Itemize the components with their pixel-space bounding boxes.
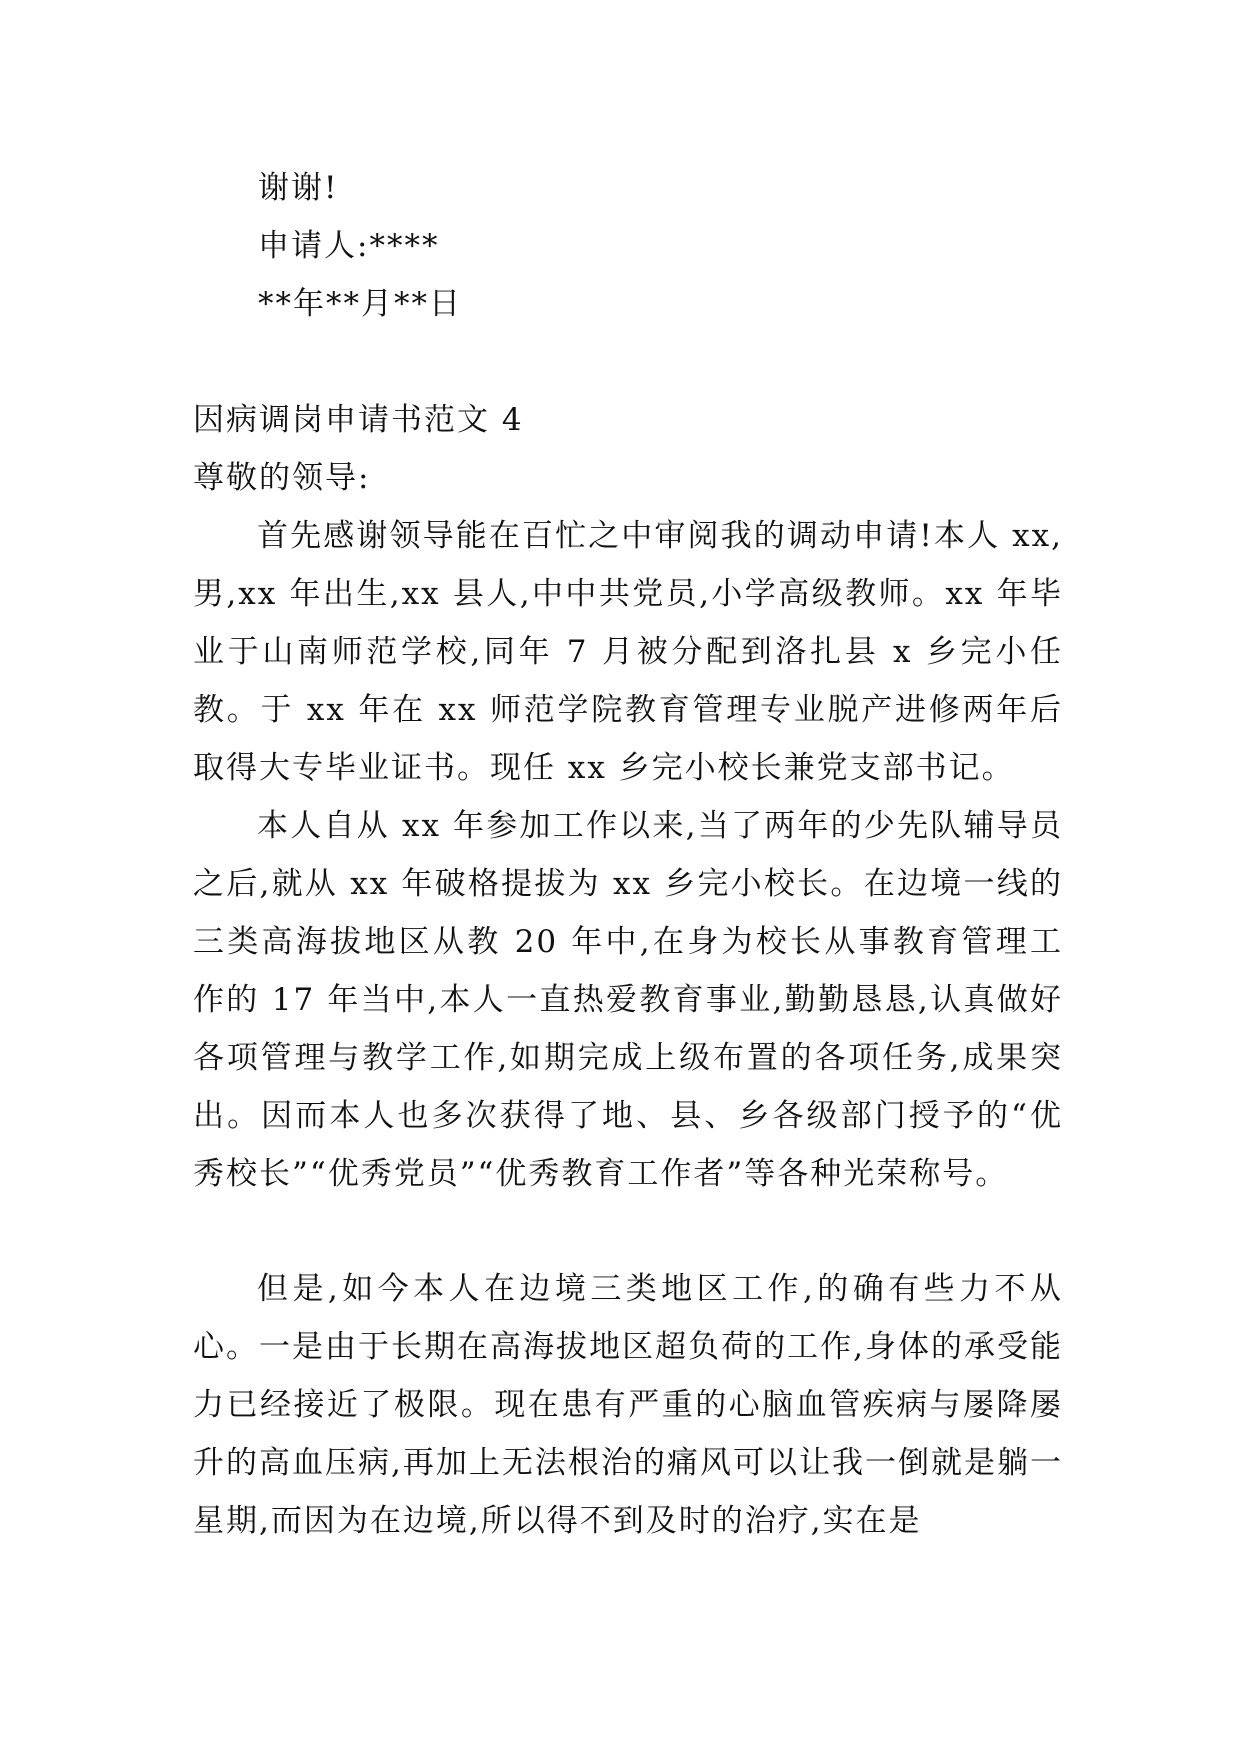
closing-date: **年**月**日 [258, 286, 462, 322]
section-title: 因病调岗申请书范文 4 [193, 402, 524, 438]
body-paragraph-2: 本人自从 xx 年参加工作以来,当了两年的少先队辅导员之后,就从 xx 年破格提拔为 xx 乡完小校长。在边境一线的三类高海拔地区从教 20 年中,在身为校长从事教育管理工作的 17 年当中,本人一直热爱教育事业,勤勤恳恳,认真做好各项管理与教学工作,如期完成上级布置的各项任务,成果突出。因而本人也多次获得了地、县、乡各级部门授予的“优秀校长”“优秀党员”“优秀教育工作者”等各种光荣称号。 [193, 808, 1063, 1192]
salutation: 尊敬的领导: [193, 460, 371, 496]
closing-applicant: 申请人:**** [258, 228, 440, 264]
closing-thanks: 谢谢! [258, 170, 339, 206]
body-paragraph-1: 首先感谢领导能在百忙之中审阅我的调动申请!本人 xx,男,xx 年出生,xx 县人,中中共党员,小学高级教师。xx 年毕业于山南师范学校,同年 7 月被分配到洛扎县 x 乡完小任教。于 xx 年在 xx 师范学院教育管理专业脱产进修两年后取得大专毕业证书。现任 xx 乡完小校长兼党支部书记。 [193, 518, 1063, 786]
body-paragraph-3: 但是,如今本人在边境三类地区工作,的确有些力不从心。一是由于长期在高海拔地区超负荷的工作,身体的承受能力已经接近了极限。现在患有严重的心脑血管疾病与屡降屡升的高血压病,再加上无法根治的痛风可以让我一倒就是躺一星期,而因为在边境,所以得不到及时的治疗,实在是 [193, 1271, 1063, 1539]
